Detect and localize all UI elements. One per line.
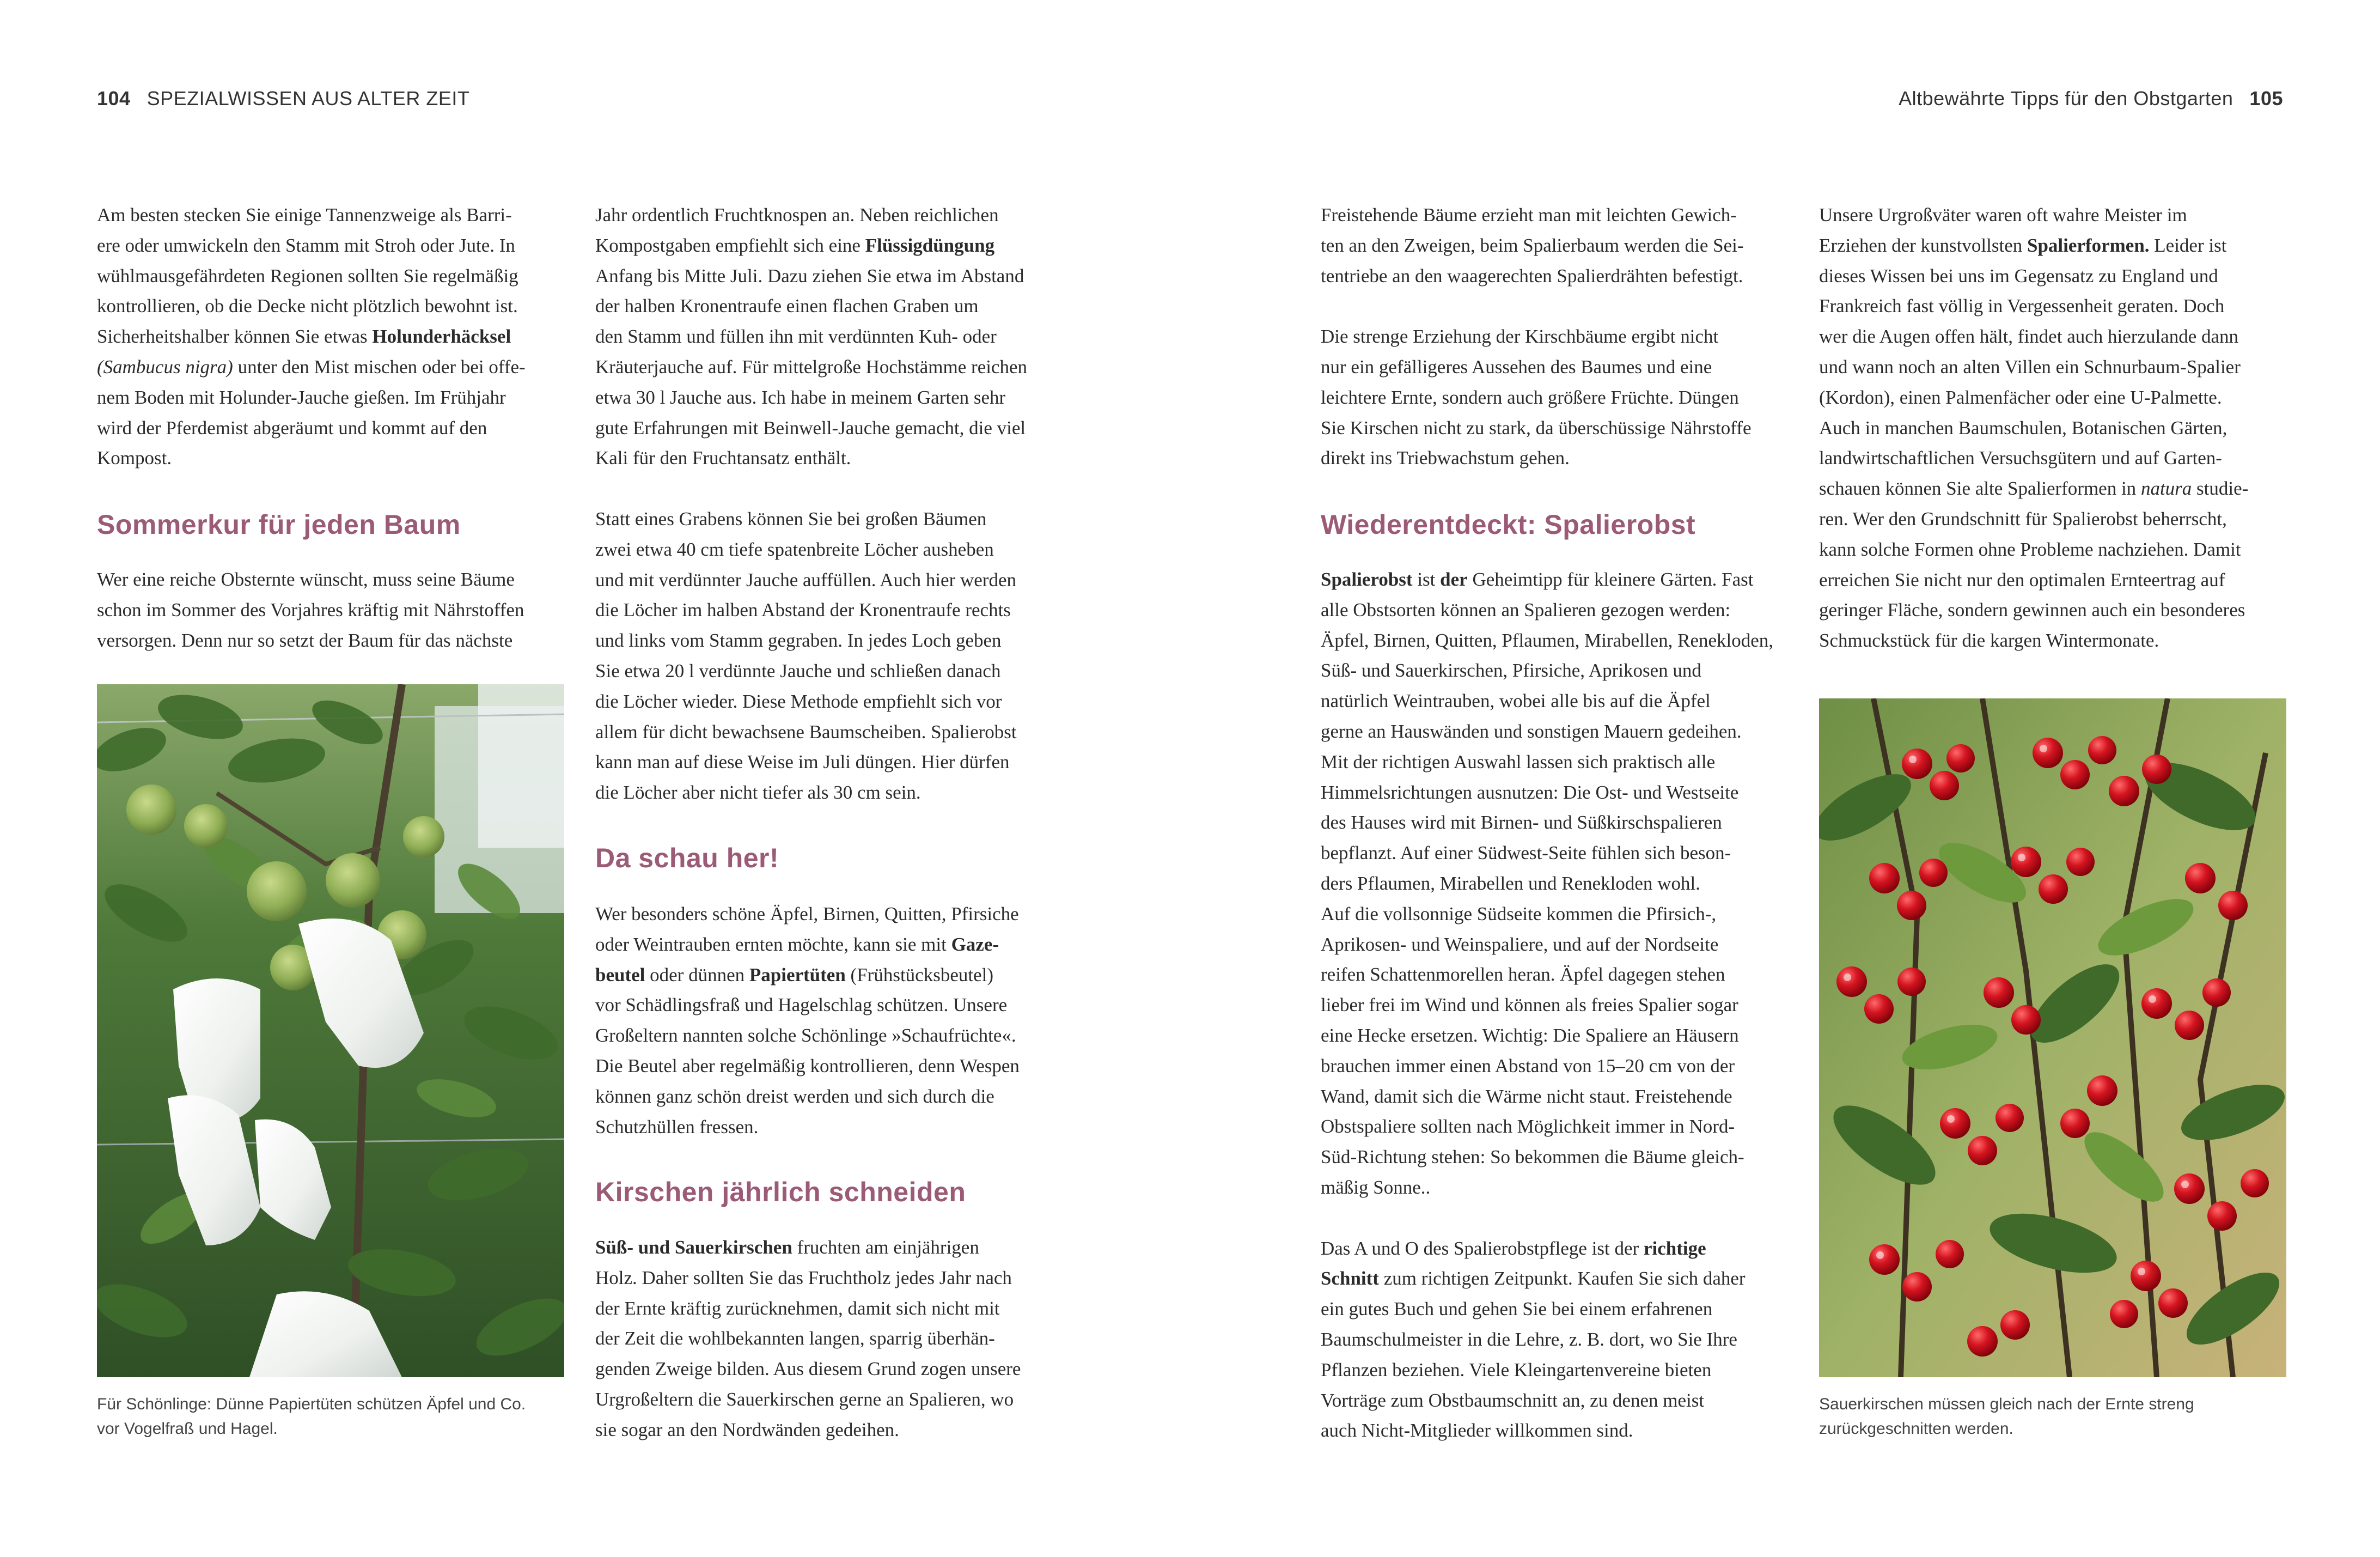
paragraph-schnitt — [1321, 1233, 1789, 1446]
line: Großeltern nannten solche Schönlinge »Schaufrüchte«. — [595, 1025, 1016, 1047]
photo-apples-in-paper-bags — [97, 684, 564, 1377]
line: Kompostgaben empfiehlt sich eine — [595, 234, 865, 256]
paragraph-kirschen — [595, 1232, 1064, 1445]
line: Sie Kirschen nicht zu stark, da überschüssige Nährstoffe — [1321, 417, 1752, 439]
right-running-head — [1899, 87, 2283, 110]
line: Schutzhüllen fressen. — [595, 1116, 759, 1138]
line: etwa 30 l Jauche aus. Ich habe in meinem Garten sehr — [595, 386, 1006, 408]
photo-sour-cherries — [1819, 698, 2286, 1377]
line: dieses Wissen bei uns im Gegensatz zu England und — [1819, 265, 2218, 287]
line: direkt ins Triebwachstum gehen. — [1321, 447, 1570, 469]
line: (Frühstücksbeutel) — [845, 964, 993, 986]
line: (Kordon), einen Palmenfächer oder eine U-Palmette. — [1819, 386, 2222, 408]
line: Aprikosen- und Weinspaliere, und auf der Nordseite — [1321, 933, 1719, 955]
bold-term: Flüssigdüngung — [865, 234, 995, 256]
caption-line: vor Vogelfraß und Hagel. — [97, 1420, 278, 1438]
left-column-2-schau — [595, 899, 1064, 1142]
line: Anfang bis Mitte Juli. Dazu ziehen Sie etwa im Abstand — [595, 265, 1024, 287]
line: lieber frei im Wind und können als freies Spalier sogar — [1321, 994, 1738, 1016]
paragraph-fluessigduengung — [595, 200, 1064, 473]
left-column-1-sommerkur — [97, 564, 565, 655]
italic-term: natura — [2140, 478, 2192, 500]
line: mäßig Sonne.. — [1321, 1176, 1431, 1198]
bold-term: Spalierformen. — [2027, 234, 2150, 256]
line: zum richtigen Zeitpunkt. Kaufen Sie sich daher — [1378, 1268, 1746, 1290]
line: Kompost. — [97, 447, 172, 469]
caption-line: Für Schönlinge: Dünne Papiertüten schützen Äpfel und Co. — [97, 1395, 526, 1413]
left-column-2 — [595, 200, 1064, 808]
line: natürlich Weintrauben, wobei alle bis auf die Äpfel — [1321, 690, 1711, 712]
left-running-title: SPEZIALWISSEN AUS ALTER ZEIT — [147, 87, 470, 110]
line: ein gutes Buch und gehen Sie bei einem erfahrenen — [1321, 1298, 1713, 1320]
line: Frankreich fast völlig in Vergessenheit geraten. Doch — [1819, 295, 2225, 317]
line: zwei etwa 40 cm tiefe spatenbreite Löcher ausheben — [595, 538, 994, 560]
line: studie- — [2192, 478, 2249, 500]
line: nem Boden mit Holunder-Jauche gießen. Im Frühjahr — [97, 386, 506, 408]
caption-line: zurückgeschnitten werden. — [1819, 1420, 2013, 1438]
line: Mit der richtigen Auswahl lassen sich praktisch alle — [1321, 751, 1716, 773]
bold-term: Schnitt — [1321, 1268, 1379, 1290]
bold-term: richtige — [1643, 1237, 1706, 1259]
line: wird der Pferdemist abgeräumt und kommt auf den — [97, 417, 487, 439]
line: alle Obstsorten können an Spalieren gezogen werden: — [1321, 599, 1731, 621]
line: Pflanzen beziehen. Viele Kleingartenvereine bieten — [1321, 1359, 1712, 1380]
heading-sommerkur: Sommerkur für jeden Baum — [97, 509, 461, 540]
heading-kirschen: Kirschen jährlich schneiden — [595, 1177, 966, 1207]
bold-term: Süß- und Sauerkirschen — [595, 1237, 792, 1258]
line: geringer Fläche, sondern gewinnen auch ein besonderes — [1819, 599, 2245, 621]
line: und links vom Stamm gegraben. In jedes Loch geben — [595, 630, 1002, 652]
bold-term: beutel — [595, 964, 645, 986]
paragraph-erziehung — [1321, 321, 1789, 473]
line: Die strenge Erziehung der Kirschbäume ergibt nicht — [1321, 326, 1719, 348]
right-column-1-heading — [1321, 508, 1789, 541]
right-column-2 — [1819, 200, 2287, 656]
line: gerne an Hauswänden und sonstigen Mauern gedeihen. — [1321, 720, 1742, 742]
line: Urgroßeltern die Sauerkirschen gerne an Spalieren, wo — [595, 1388, 1014, 1410]
caption-left — [97, 1392, 576, 1441]
line: landwirtschaftlichen Versuchsgütern und auf Garten- — [1819, 447, 2222, 469]
paragraph-spalierformen — [1819, 200, 2287, 656]
line: des Hauses wird mit Birnen- und Süßkirschspalieren — [1321, 812, 1722, 834]
line: Das A und O des Spalierobstpflege ist der — [1321, 1237, 1644, 1259]
line: ten an den Zweigen, beim Spalierbaum werden die Sei- — [1321, 234, 1744, 256]
line: ere oder umwickeln den Stamm mit Stroh oder Jute. In — [97, 234, 515, 256]
line: Sie etwa 20 l verdünnte Jauche und schließen danach — [595, 660, 1001, 682]
paragraph-graben — [595, 504, 1064, 808]
heading-spalierobst: Wiederentdeckt: Spalierobst — [1321, 509, 1696, 540]
line: Obstspaliere sollten nach Möglichkeit immer in Nord- — [1321, 1116, 1735, 1138]
line: Jahr ordentlich Fruchtknospen an. Neben reichlichen — [595, 204, 999, 226]
line: ren. Wer den Grundschnitt für Spalierobst beherrscht, — [1819, 508, 2227, 530]
line: Auf die vollsonnige Südseite kommen die Pfirsich-, — [1321, 903, 1717, 925]
line: bepflanzt. Auf einer Südwest-Seite fühlen sich beson- — [1321, 842, 1731, 864]
line: Süd-Richtung stehen: So bekommen die Bäume gleich- — [1321, 1146, 1744, 1168]
bold-term: Papiertüten — [749, 964, 846, 986]
paragraph-schau — [595, 899, 1064, 1142]
line: Statt eines Grabens können Sie bei großen Bäumen — [595, 508, 987, 530]
line: Unsere Urgroßväter waren oft wahre Meister im — [1819, 204, 2187, 226]
line: der Zeit die wohlbekannten langen, sparrig überhän- — [595, 1328, 995, 1349]
line: und wann noch an alten Villen ein Schnurbaum-Spalier — [1819, 356, 2241, 378]
line: Wand, damit sich die Wärme nicht staut. Freistehende — [1321, 1085, 1732, 1107]
paragraph-sommerkur — [97, 564, 565, 655]
line: wer die Augen offen hält, findet auch hierzulande dann — [1819, 326, 2239, 348]
left-column-1 — [97, 200, 565, 473]
line: oder Weintrauben ernten möchte, kann sie mit — [595, 933, 951, 955]
caption-right — [1819, 1392, 2298, 1441]
bold-term: Gaze- — [951, 933, 999, 955]
paragraph-gewichte — [1321, 200, 1789, 291]
line: sie sogar an den Nordwänden gedeihen. — [595, 1419, 899, 1440]
bold-term: Spalierobst — [1321, 569, 1413, 590]
line: Geheimtipp für kleinere Gärten. Fast — [1467, 569, 1754, 590]
right-column-1-spalier — [1321, 564, 1789, 1446]
line: Wer eine reiche Obsternte wünscht, muss seine Bäume — [97, 569, 515, 590]
line: gute Erfahrungen mit Beinwell-Jauche gemacht, die viel — [595, 417, 1026, 439]
line: Kräuterjauche auf. Für mittelgroße Hochstämme reichen — [595, 356, 1028, 378]
line: der Ernte kräftig zurücknehmen, damit sich nicht mit — [595, 1297, 1000, 1319]
line: Süß- und Sauerkirschen, Pfirsiche, Aprikosen und — [1321, 660, 1701, 682]
left-column-2-heading-kirschen — [595, 1176, 1064, 1208]
line: brauchen immer einen Abstand von 15–20 cm von der — [1321, 1055, 1735, 1076]
line: Äpfel, Birnen, Quitten, Pflaumen, Mirabellen, Reneklоden, — [1321, 629, 1774, 651]
line: Kali für den Fruchtansatz enthält. — [595, 447, 851, 469]
line: versorgen. Denn nur so setzt der Baum für das nächste — [97, 629, 513, 651]
line: wühlmausgefährdeten Regionen sollten Sie regelmäßig — [97, 265, 518, 287]
line: Schmuckstück für die kargen Wintermonate. — [1819, 630, 2159, 652]
line: Vorträge zum Obstbaumschnitt an, zu denen meist — [1321, 1389, 1705, 1411]
bold-term: der — [1440, 569, 1468, 590]
line: allem für dicht bewachsene Baumscheiben. Spalierobst — [595, 721, 1017, 743]
line: Am besten stecken Sie einige Tannenzweige als Barri- — [97, 204, 512, 226]
line: nur ein gefälligeres Aussehen des Baumes und eine — [1321, 356, 1712, 378]
line: Auch in manchen Baumschulen, Botanischen Gärten, — [1819, 417, 2228, 439]
line: oder dünnen — [645, 964, 749, 986]
bold-term: Holunderhäcksel — [372, 326, 511, 348]
paragraph-spalierobst — [1321, 564, 1789, 1203]
left-column-2-heading-schau — [595, 842, 1064, 874]
line: fruchten am einjährigen — [792, 1237, 979, 1258]
left-column-2-kirschen — [595, 1232, 1064, 1445]
line: Baumschulmeister in die Lehre, z. B. dort, wo Sie Ihre — [1321, 1328, 1737, 1350]
line: Himmelsrichtungen ausnutzen: Die Ost- und Westseite — [1321, 781, 1739, 803]
latin-name: (Sambucus nigra) — [97, 356, 233, 378]
line: Wer besonders schöne Äpfel, Birnen, Quitten, Pfirsiche — [595, 903, 1019, 925]
page-number-right: 105 — [2249, 87, 2283, 110]
page-number-left: 104 — [97, 87, 131, 110]
line: können ganz schön dreist werden und sich durch die — [595, 1085, 994, 1107]
line: kann solche Formen ohne Probleme nachziehen. Damit — [1819, 538, 2241, 560]
line: kontrollieren, ob die Decke nicht plötzlich bewohnt ist. — [97, 295, 518, 317]
line: die Löcher im halben Abstand der Kronentraufe rechts — [595, 599, 1011, 621]
line: der halben Kronentraufe einen flachen Graben um — [595, 295, 979, 317]
line: und mit verdünnter Jauche auffüllen. Auch hier werden — [595, 569, 1016, 591]
line: leichtere Ernte, sondern auch größere Früchte. Düngen — [1321, 386, 1739, 408]
heading-da-schau-her: Da schau her! — [595, 843, 779, 873]
left-running-head — [97, 87, 469, 110]
line: tentriebe an den waagerechten Spalierdrähten befestigt. — [1321, 265, 1743, 287]
line: den Stamm und füllen ihn mit verdünnten Kuh- oder — [595, 326, 997, 348]
line: vor Schädlingsfraß und Hagelschlag schützen. Unsere — [595, 994, 1008, 1016]
line: Sicherheitshalber können Sie etwas — [97, 326, 373, 348]
line: schauen können Sie alte Spalierformen in — [1819, 478, 2141, 500]
right-running-title: Altbewährte Tipps für den Obstgarten — [1899, 87, 2233, 110]
line: Die Beutel aber regelmäßig kontrollieren, denn Wespen — [595, 1055, 1020, 1076]
line: reifen Schattenmorellen heran. Äpfel dagegen stehen — [1321, 964, 1725, 986]
line: Erziehen der kunstvollsten — [1819, 234, 2027, 256]
line: Freistehende Bäume erzieht man mit leichten Gewich- — [1321, 204, 1737, 226]
caption-line: Sauerkirschen müssen gleich nach der Ernte streng — [1819, 1395, 2194, 1413]
line: Leider ist — [2149, 234, 2227, 256]
line: erreichen Sie nicht nur den optimalen Ernteertrag auf — [1819, 569, 2225, 591]
line: die Löcher wieder. Diese Methode empfiehlt sich vor — [595, 690, 1002, 712]
line: kann man auf diese Weise im Juli düngen. Hier dürfen — [595, 751, 1010, 773]
right-column-1 — [1321, 200, 1789, 473]
line: genden Zweige bilden. Aus diesem Grund zogen unsere — [595, 1358, 1021, 1380]
line: schon im Sommer des Vorjahres kräftig mit Nährstoffen — [97, 599, 524, 621]
line: ist — [1412, 569, 1441, 590]
line: unter den Mist mischen oder bei offe- — [233, 356, 526, 378]
line: Holz. Daher sollten Sie das Fruchtholz jedes Jahr nach — [595, 1267, 1012, 1288]
left-column-1-heading — [97, 508, 565, 541]
line: auch Nicht-Mitglieder willkommen sind. — [1321, 1420, 1633, 1442]
line: ders Pflaumen, Mirabellen und Renekloden wohl. — [1321, 872, 1700, 894]
line: die Löcher aber nicht tiefer als 30 cm sein. — [595, 782, 921, 804]
line: eine Hecke ersetzen. Wichtig: Die Spaliere an Häusern — [1321, 1024, 1739, 1046]
paragraph-mulch — [97, 200, 565, 473]
